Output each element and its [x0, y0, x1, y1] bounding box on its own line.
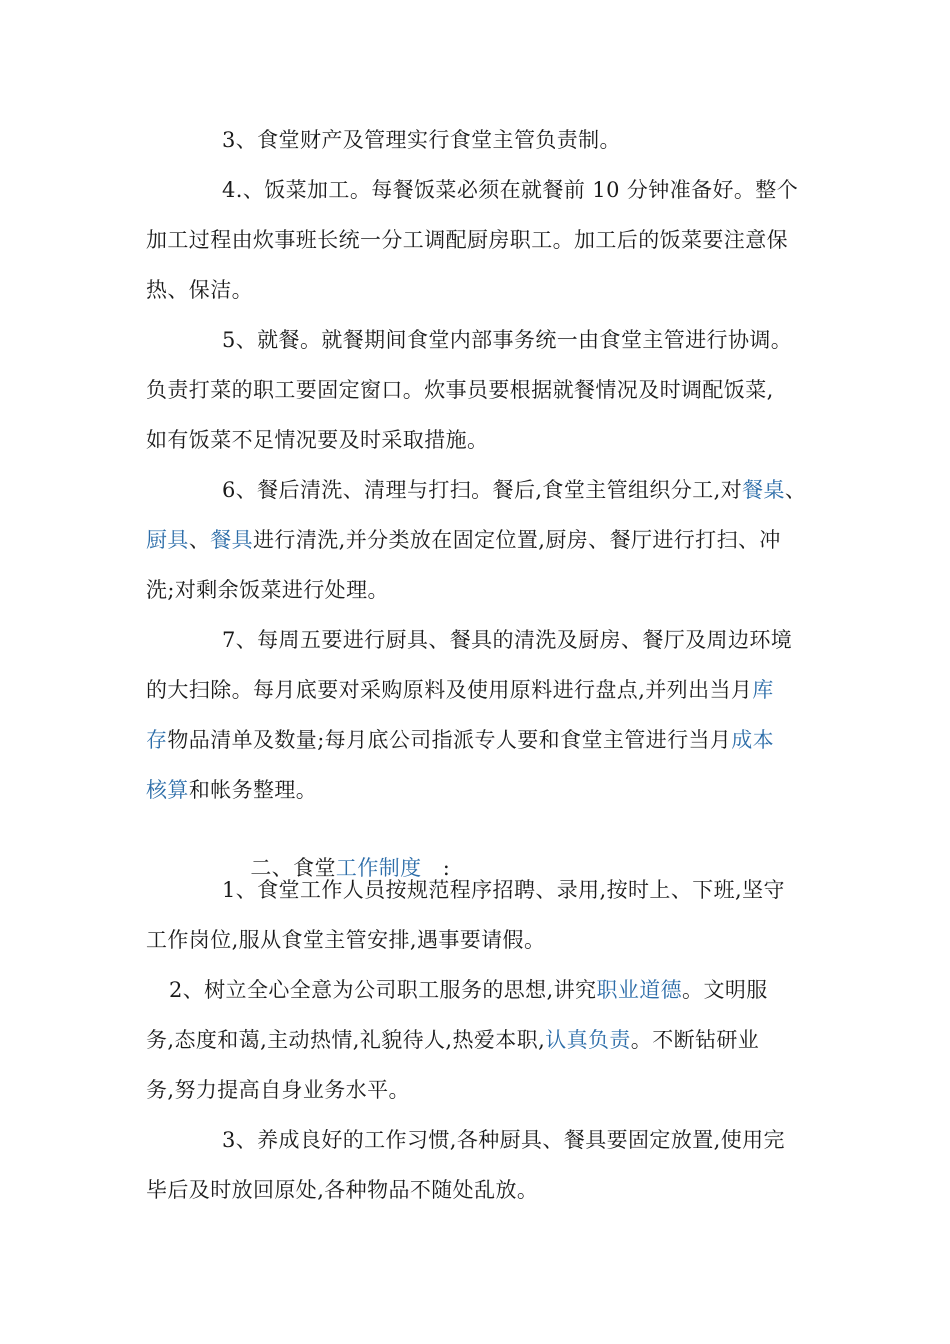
section-2-paragraph-2-text-3: 务,态度和蔼,主动热情,礼貌待人,热爱本职,	[146, 1028, 546, 1052]
paragraph-3-line-1: 3、食堂财产及管理实行食堂主管负责制。	[222, 128, 621, 152]
link-chengben-hesuan-part-1[interactable]: 成本	[731, 728, 775, 752]
link-chengben-hesuan-part-2[interactable]: 核算	[146, 778, 189, 802]
paragraph-7-line-3	[146, 726, 810, 754]
link-canzhuo[interactable]: 餐桌	[742, 478, 785, 502]
paragraph-6-line-2	[146, 526, 810, 554]
paragraph-6-punct: 、	[784, 478, 807, 502]
section-2-paragraph-2-text-4: 。不断钻研业	[630, 1028, 760, 1052]
paragraph-7-text-2: 物品清单及数量;每月底公司指派专人要和食堂主管进行当月	[167, 728, 732, 752]
link-kucun-part-1[interactable]: 库	[752, 678, 774, 702]
paragraph-5-line-2: 负责打菜的职工要固定窗口。炊事员要根据就餐情况及时调配饭菜,	[146, 378, 774, 402]
paragraph-6-line-3: 洗;对剩余饭菜进行处理。	[146, 578, 389, 602]
section-2-paragraph-2-line-1	[169, 976, 810, 1004]
section-2-paragraph-2-text-2: 。文明服	[682, 978, 768, 1002]
paragraph-4-line-1: 4.、饭菜加工。每餐饭菜必须在就餐前 10 分钟准备好。整个	[222, 178, 799, 202]
link-kucun-part-2[interactable]: 存	[146, 728, 168, 752]
section-2-suffix: :	[421, 856, 451, 880]
paragraph-6-text-2: 进行清洗,并分类放在固定位置,厨房、餐厅进行打扫、冲	[253, 528, 781, 552]
section-2-paragraph-1-line-2: 工作岗位,服从食堂主管安排,遇事要请假。	[146, 928, 546, 952]
link-zhiye-daode[interactable]: 职业道德	[596, 978, 683, 1002]
paragraph-7-line-4	[146, 776, 810, 804]
section-2-paragraph-3-line-2: 毕后及时放回原处,各种物品不随处乱放。	[146, 1178, 539, 1202]
paragraph-7-line-1: 7、每周五要进行厨具、餐具的清洗及厨房、餐厅及周边环境	[222, 628, 793, 652]
paragraph-7-text-3: 和帐务整理。	[188, 778, 318, 802]
paragraph-5-line-1: 5、就餐。就餐期间食堂内部事务统一由食堂主管进行协调。	[222, 328, 793, 352]
paragraph-6-line-1	[222, 476, 810, 504]
paragraph-6-text: 6、餐后清洗、清理与打扫。餐后,食堂主管组织分工,对	[222, 478, 743, 502]
section-2-paragraph-3-line-1: 3、养成良好的工作习惯,各种厨具、餐具要固定放置,使用完	[222, 1128, 785, 1152]
section-2-paragraph-2-line-3: 务,努力提高自身业务水平。	[146, 1078, 410, 1102]
paragraph-7-text: 的大扫除。每月底要对采购原料及使用原料进行盘点,并列出当月	[146, 678, 753, 702]
link-renzhen-fuze[interactable]: 认真负责	[545, 1028, 631, 1052]
paragraph-6-punct-2: 、	[188, 528, 211, 552]
section-2-paragraph-2-text: 2、树立全心全意为公司职工服务的思想,讲究	[169, 978, 597, 1002]
paragraph-4-line-2: 加工过程由炊事班长统一分工调配厨房职工。加工后的饭菜要注意保	[146, 228, 788, 252]
section-2-paragraph-1-line-1: 1、食堂工作人员按规范程序招聘、录用,按时上、下班,坚守	[222, 878, 785, 902]
section-2-prefix: 二、食堂	[250, 856, 336, 880]
paragraph-7-line-2	[146, 676, 810, 704]
paragraph-4-line-3: 热、保洁。	[146, 278, 253, 302]
paragraph-5-line-3: 如有饭菜不足情况要及时采取措施。	[146, 428, 489, 452]
link-chuju[interactable]: 厨具	[146, 528, 189, 552]
link-canju[interactable]: 餐具	[210, 528, 254, 552]
link-gongzuo-zhidu[interactable]: 工作制度	[335, 856, 422, 880]
section-2-paragraph-2-line-2	[146, 1026, 810, 1054]
